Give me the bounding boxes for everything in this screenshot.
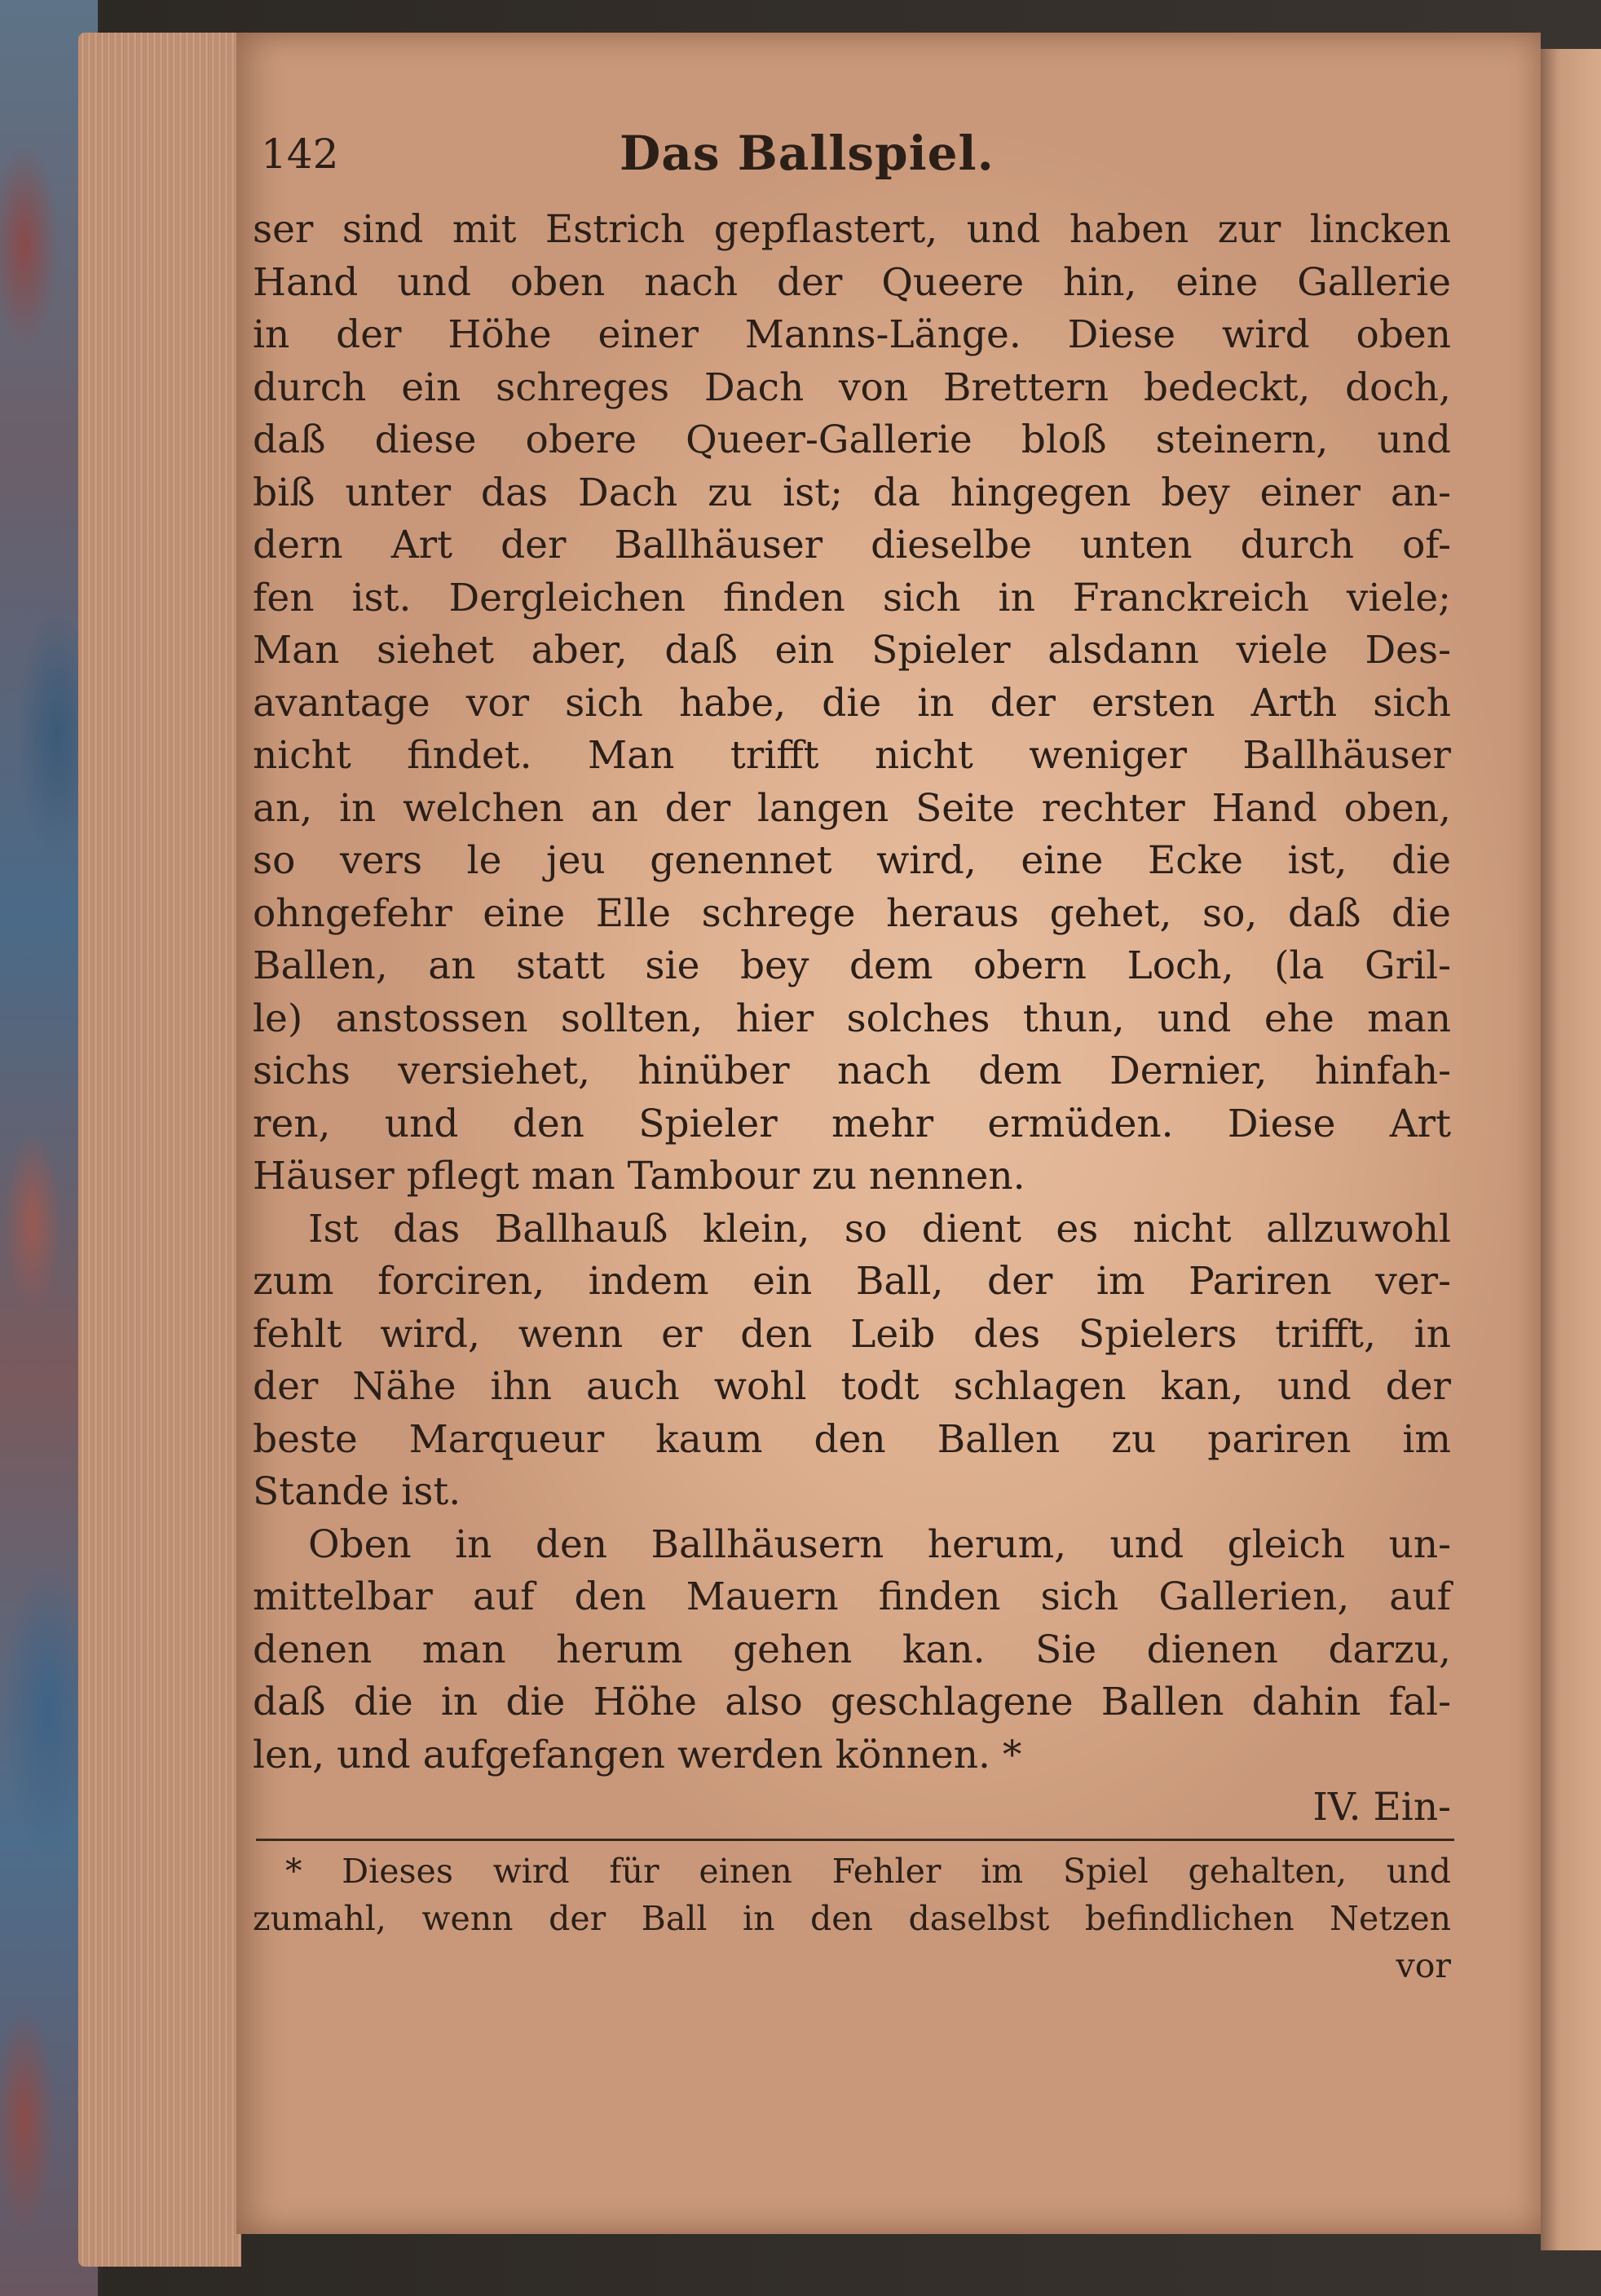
page-number: 142 (261, 130, 339, 178)
footnote-line: zumahl, wenn der Ball in den daselbst befindlichen Netzen (253, 1899, 1451, 1938)
text-line: zum forciren, indem ein Ball, der im Pariren ver- (253, 1259, 1451, 1304)
catchword: IV. Ein- (1312, 1785, 1451, 1830)
running-head: Das Ballspiel. (620, 126, 995, 181)
text-line: nicht findet. Man trifft nicht weniger Ballhäuser (253, 733, 1451, 778)
text-line: Man siehet aber, daß ein Spieler alsdann viele Des- (253, 628, 1451, 673)
text-line: ser sind mit Estrich gepflastert, und haben zur lincken (253, 207, 1451, 252)
text-line: ohngefehr eine Elle schrege heraus gehet, so, daß die (253, 890, 1451, 936)
footnote-catchword: vor (1396, 1946, 1451, 1985)
footnote-divider (256, 1839, 1454, 1841)
text-line: Oben in den Ballhäusern herum, und gleich un- (308, 1521, 1451, 1567)
text-line: Stande ist. (253, 1469, 461, 1514)
text-line: denen man herum gehen kan. Sie dienen darzu, (253, 1627, 1451, 1672)
text-line: sichs versiehet, hinüber nach dem Dernier, hinfah- (253, 1049, 1451, 1093)
text-line: ren, und den Spieler mehr ermüden. Diese Art (253, 1101, 1451, 1146)
text-line: Ist das Ballhauß klein, so dient es nicht allzuwohl (308, 1206, 1451, 1252)
text-line: an, in welchen an der langen Seite rechter Hand oben, (253, 785, 1451, 831)
text-line: fehlt wird, wenn er den Leib des Spielers trifft, in (253, 1311, 1451, 1357)
text-line: dern Art der Ballhäuser dieselbe unten durch of- (253, 523, 1451, 567)
page-header (245, 114, 1459, 204)
body-text (245, 204, 1459, 1834)
text-line: Häuser pflegt man Tambour zu nennen. (253, 1154, 1025, 1199)
text-line: daß die in die Höhe also geschlagene Ballen dahin fal- (253, 1680, 1451, 1724)
page-edges (78, 33, 241, 2267)
text-line: biß unter das Dach zu ist; da hingegen bey einer an- (253, 470, 1451, 515)
text-line: daß diese obere Queer-Gallerie bloß steinern, und (253, 417, 1451, 462)
text-line: in der Höhe einer Manns-Länge. Diese wird oben (253, 312, 1451, 357)
text-line: le) anstossen sollten, hier solches thun, und ehe man (253, 996, 1451, 1041)
text-line: durch ein schreges Dach von Brettern bedeckt, doch, (253, 364, 1451, 410)
text-line: der Nähe ihn auch wohl todt schlagen kan, und der (253, 1364, 1451, 1409)
facing-page-edge (1541, 49, 1601, 2250)
text-line: fen ist. Dergleichen finden sich in Franckreich viele; (253, 575, 1451, 620)
text-line: Ballen, an statt sie bey dem obern Loch, (la Gril- (253, 943, 1451, 988)
text-line: avantage vor sich habe, die in der ersten Arth sich (253, 680, 1451, 726)
text-line: so vers le jeu genennet wird, eine Ecke ist, die (253, 838, 1451, 883)
text-line: beste Marqueur kaum den Ballen zu pariren im (253, 1416, 1451, 1462)
footnote-line: * Dieses wird für einen Fehler im Spiel gehalten, und (285, 1852, 1451, 1891)
footnote (245, 1848, 1459, 1989)
text-line: mittelbar auf den Mauern finden sich Gallerien, auf (253, 1574, 1451, 1619)
page-text (245, 114, 1459, 1989)
text-line: Hand und oben nach der Queere hin, eine Gallerie (253, 259, 1451, 305)
text-line: len, und aufgefangen werden können. * (253, 1732, 1022, 1777)
